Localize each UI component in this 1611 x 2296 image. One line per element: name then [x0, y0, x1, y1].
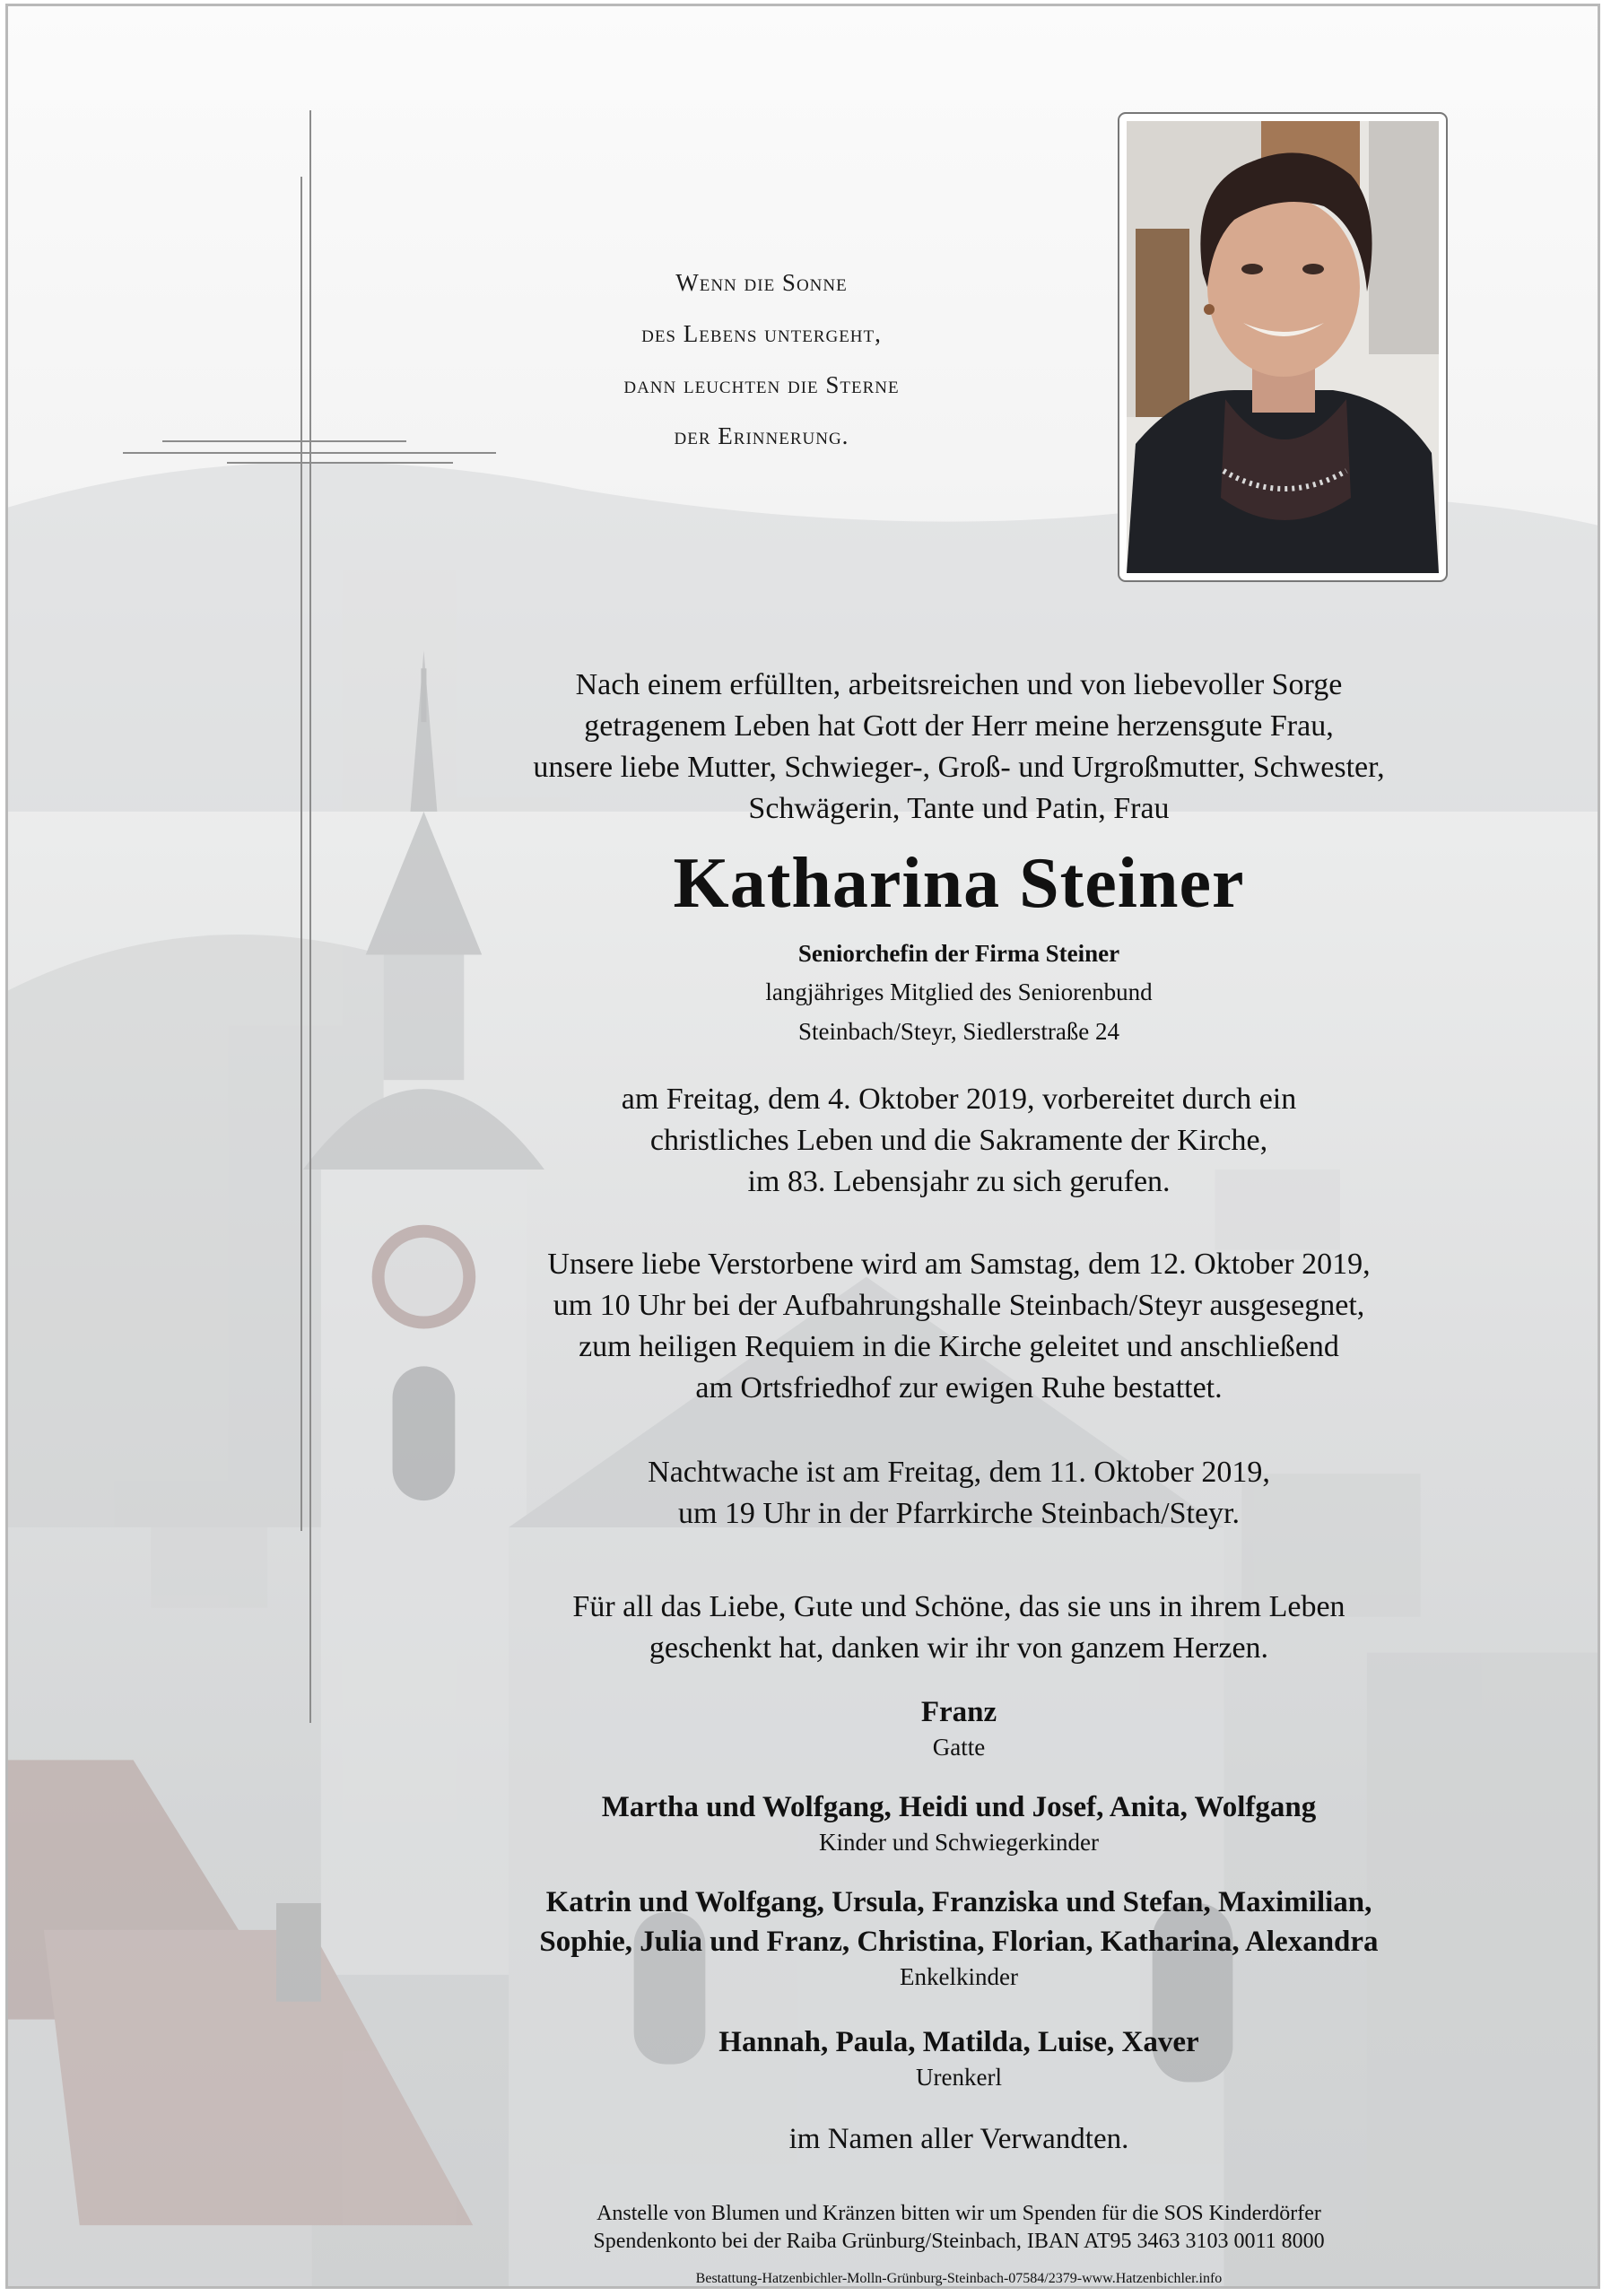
thanks-paragraph — [394, 1587, 1524, 1669]
intro-line: unsere liebe Mutter, Schwieger-, Groß- und Urgroßmutter, Schwester, — [533, 751, 1385, 784]
deceased-address: Steinbach/Steyr, Siedlerstraße 24 — [797, 1018, 1120, 1045]
intro-paragraph — [394, 665, 1524, 830]
funeral-details — [394, 1244, 1524, 1409]
cross-horizontal-line — [123, 452, 496, 454]
intro-line: Schwägerin, Tante und Patin, Frau — [748, 792, 1170, 825]
wake-line: um 19 Uhr in der Pfarrkirche Steinbach/Steyr. — [677, 1497, 1240, 1530]
portrait-photo-frame — [1118, 112, 1448, 582]
funeral-line: am Ortsfriedhof zur ewigen Ruhe bestattet. — [695, 1371, 1223, 1405]
intro-line: Nach einem erfüllten, arbeitsreichen und von liebevoller Sorge — [575, 668, 1343, 701]
great-grandchildren-role: Urenkerl — [916, 2064, 1002, 2091]
thanks-line: Für all das Liebe, Gute und Schöne, das sie uns in ihrem Leben — [572, 1590, 1345, 1623]
grandchildren-names: Sophie, Julia und Franz, Christina, Florian, Katharina, Alexandra — [539, 1926, 1379, 1958]
children-names: Martha und Wolfgang, Heidi und Josef, Anita, Wolfgang — [601, 1791, 1317, 1823]
cross-vertical-line — [309, 110, 311, 1723]
death-notice — [394, 1079, 1524, 1203]
grandchildren-role: Enkelkinder — [900, 1963, 1018, 1990]
donation-note — [394, 2200, 1524, 2256]
death-line: am Freitag, dem 4. Oktober 2019, vorbereitet durch ein — [621, 1083, 1297, 1116]
memorial-verse — [510, 257, 1013, 462]
donation-line: Anstelle von Blumen und Kränzen bitten wir um Spenden für die SOS Kinderdörfer — [597, 2202, 1321, 2225]
death-line: im 83. Lebensjahr zu sich gerufen. — [747, 1165, 1171, 1198]
deceased-membership: langjähriges Mitglied des Seniorenbund — [765, 978, 1153, 1005]
portrait-photo — [1127, 121, 1439, 573]
wake-details — [394, 1452, 1524, 1535]
parte-page — [5, 4, 1600, 2289]
death-line: christliches Leben und die Sakramente der Kirche, — [649, 1124, 1268, 1157]
cross-horizontal-line-upper — [162, 440, 406, 442]
husband-role: Gatte — [932, 1734, 986, 1761]
verse-line: des Lebens untergeht, — [641, 320, 882, 347]
thanks-line: geschenkt hat, danken wir ihr von ganzem Herzen. — [649, 1631, 1269, 1665]
grandchildren-names: Katrin und Wolfgang, Ursula, Franziska und Stefan, Maximilian, — [545, 1886, 1372, 1918]
funeral-home-credit: Bestattung-Hatzenbichler-Molln-Grünburg-Steinbach-07584/2379-www.Hatzenbichler.info — [695, 2271, 1223, 2286]
intro-line: getragenem Leben hat Gott der Herr meine herzensgute Frau, — [584, 709, 1334, 743]
funeral-line: Unsere liebe Verstorbene wird am Samstag, dem 12. Oktober 2019, — [547, 1248, 1371, 1281]
cross-vertical-line-inner — [300, 177, 302, 1531]
husband-name: Franz — [920, 1696, 997, 1728]
great-grandchildren-names: Hannah, Paula, Matilda, Luise, Xaver — [718, 2026, 1199, 2058]
deceased-name: Katharina Steiner — [673, 844, 1245, 923]
family-husband — [394, 1692, 1524, 1762]
funeral-line: um 10 Uhr bei der Aufbahrungshalle Steinbach/Steyr ausgesegnet, — [553, 1289, 1365, 1322]
verse-line: der Erinnerung. — [674, 422, 849, 449]
closing-line: im Namen aller Verwandten. — [788, 2123, 1129, 2155]
cross-horizontal-line-lower — [227, 462, 453, 464]
family-great-grandchildren — [394, 2022, 1524, 2092]
verse-line: dann leuchten die Sterne — [623, 371, 900, 398]
deceased-title: Seniorchefin der Firma Steiner — [797, 940, 1120, 967]
children-role: Kinder und Schwiegerkinder — [819, 1829, 1099, 1856]
family-children — [394, 1787, 1524, 1857]
wake-line: Nachtwache ist am Freitag, dem 11. Oktober 2019, — [648, 1456, 1270, 1489]
verse-line: Wenn die Sonne — [675, 269, 848, 296]
family-grandchildren — [394, 1883, 1524, 1992]
funeral-line: zum heiligen Requiem in die Kirche geleitet und anschließend — [579, 1330, 1339, 1363]
donation-line: Spendenkonto bei der Raiba Grünburg/Steinbach, IBAN AT95 3463 3103 0011 8000 — [593, 2230, 1325, 2253]
